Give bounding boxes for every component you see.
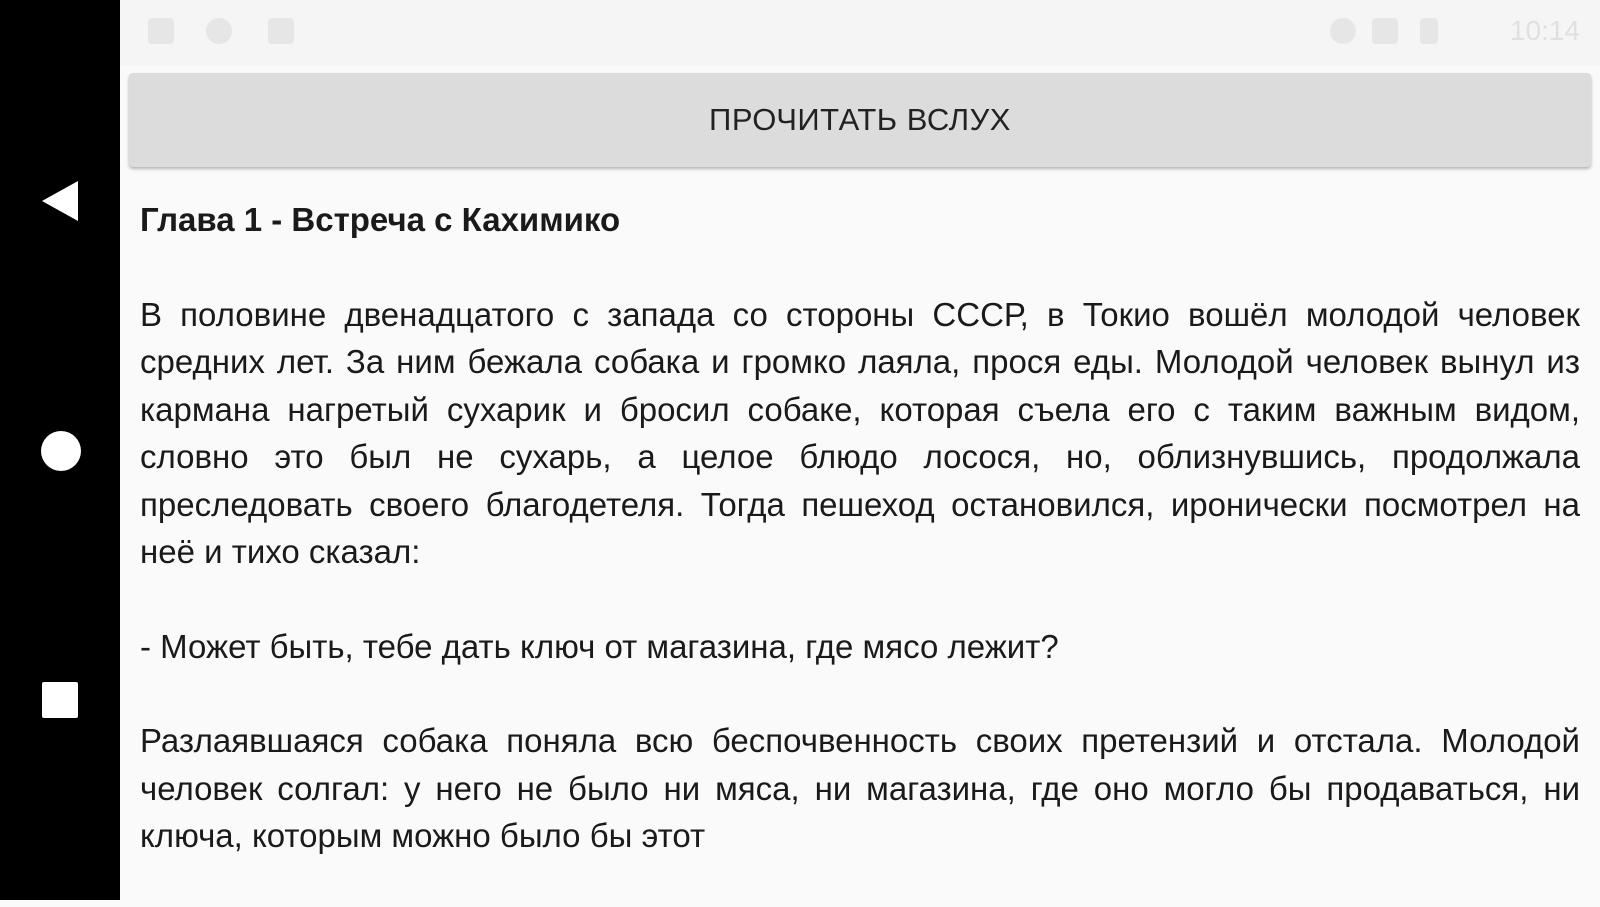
notification-icon: [148, 18, 174, 44]
chapter-title: Глава 1 - Встреча с Кахимико: [140, 201, 621, 238]
sd-card-icon: [268, 18, 294, 44]
paragraph: В половине двенадцатого с запада со стороны СССР, в Токио вошёл молодой человек средних лет. За ним бежала собака и громко лаяла, прося еды. Молодой человек вынул из кармана нагретый сухарик и бросил собаке, которая съела его с таким важным видом, словно это был не сухарь, а целое блюдо лосося, но, облизнувшись, продолжала преследовать своего благодетеля. Тогда пешеход остановился, иронически посмотрел на неё и тихо сказал:: [140, 295, 1580, 570]
sync-icon: [206, 18, 232, 44]
chapter-content: [140, 196, 1580, 907]
recents-icon[interactable]: [42, 682, 78, 718]
signal-icon: [1372, 18, 1398, 44]
back-icon[interactable]: [42, 181, 78, 221]
home-icon[interactable]: [41, 431, 81, 471]
status-time: 10:14: [1509, 15, 1580, 46]
battery-icon: [1420, 18, 1438, 44]
status-bar: [120, 0, 1600, 66]
wifi-icon: [1330, 18, 1356, 44]
paragraph: Разлаявшаяся собака поняла всю беспочвенность своих претензий и отстала. Молодой человек солгал: у него не было ни мяса, ни магазина, где оно могло бы продаваться, ни ключа, которым можно было бы этот: [140, 722, 1580, 854]
paragraph: - Может быть, тебе дать ключ от магазина, где мясо лежит?: [140, 627, 1059, 665]
read-aloud-button[interactable]: ПРОЧИТАТЬ ВСЛУХ: [129, 73, 1591, 167]
navigation-bar: [0, 0, 120, 900]
